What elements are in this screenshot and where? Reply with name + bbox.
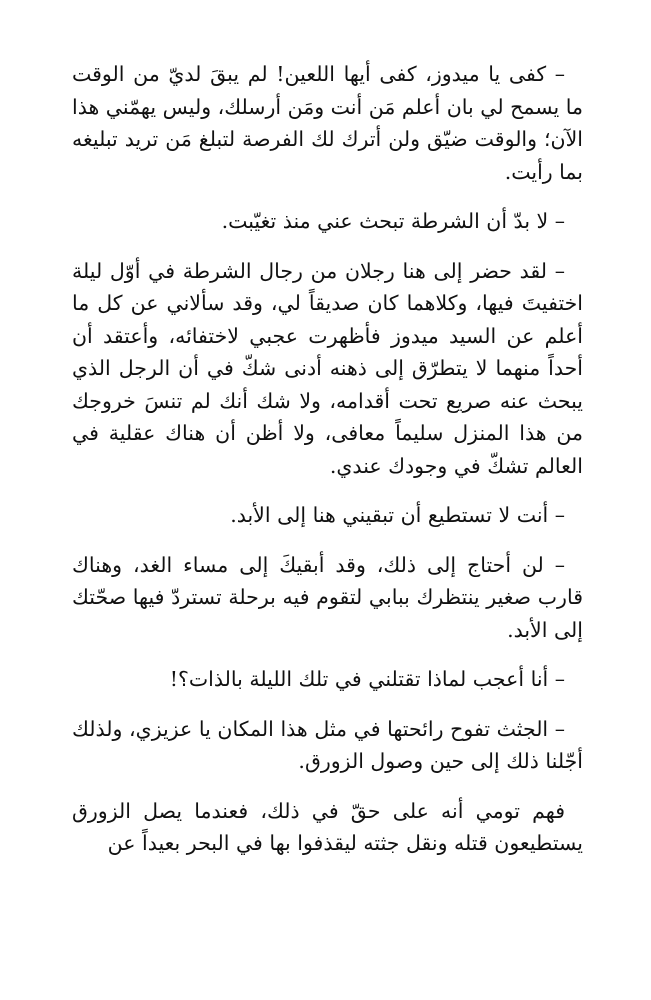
paragraph-5: – لن أحتاج إلى ذلك، وقد أبقيكَ إلى مساء الغد، وهناك قارب صغير ينتظرك ببابي لتقوم فيه برحلة تستردّ فيها صحّتك إلى الأبد. [72, 552, 583, 642]
paragraph-8: فهم تومي أنه على حقّ في ذلك، فعندما يصل الزورق يستطيعون قتله ونقل جثته ليقذفوا بها في البحر بعيداً عن [72, 798, 583, 855]
paragraph-2: – لا بدّ أن الشرطة تبحث عني منذ تغيّبت. [221, 209, 565, 233]
paragraph-7: – الجثث تفوح رائحتها في مثل هذا المكان يا عزيزي، ولذلك أجّلنا ذلك إلى حين وصول الزورق. [72, 716, 583, 773]
paragraph-6: – أنا أعجب لماذا تقتلني في تلك الليلة بالذات؟! [169, 667, 565, 691]
paragraph-1: – كفى يا ميدوز، كفى أيها اللعين! لم يبقَ لديّ من الوقت ما يسمح لي بان أعلم مَن أنت ومَن أرسلك، وليس يهمّني هذا الآن؛ والوقت ضيّق ولن أترك لك الفرصة لتبلغ مَن تريد تبليغه بما رأيت. [72, 62, 583, 184]
book-page [72, 58, 583, 877]
paragraph-4: – أنت لا تستطيع أن تبقيني هنا إلى الأبد. [230, 503, 565, 527]
paragraph-3: – لقد حضر إلى هنا رجلان من رجال الشرطة في أوّل ليلة اختفيتَ فيها، وكلاهما كان صديقاً لي، وقد سألاني عن كل ما أعلم عن السيد ميدوز فأظهرت عجبي لاختفائه، وأعتقد أن أحداً منهما لا يتطرّق إلى ذهنه أدنى شكّ في أن الرجل الذي يبحث عنه صريع تحت أقدامه، ولا شك أنك لم تنسَ خروجك من هذا المنزل سليماً معافى، ولا أظن أن هناك عقلية في العالم تشكّ في وجودك عندي. [72, 258, 583, 478]
